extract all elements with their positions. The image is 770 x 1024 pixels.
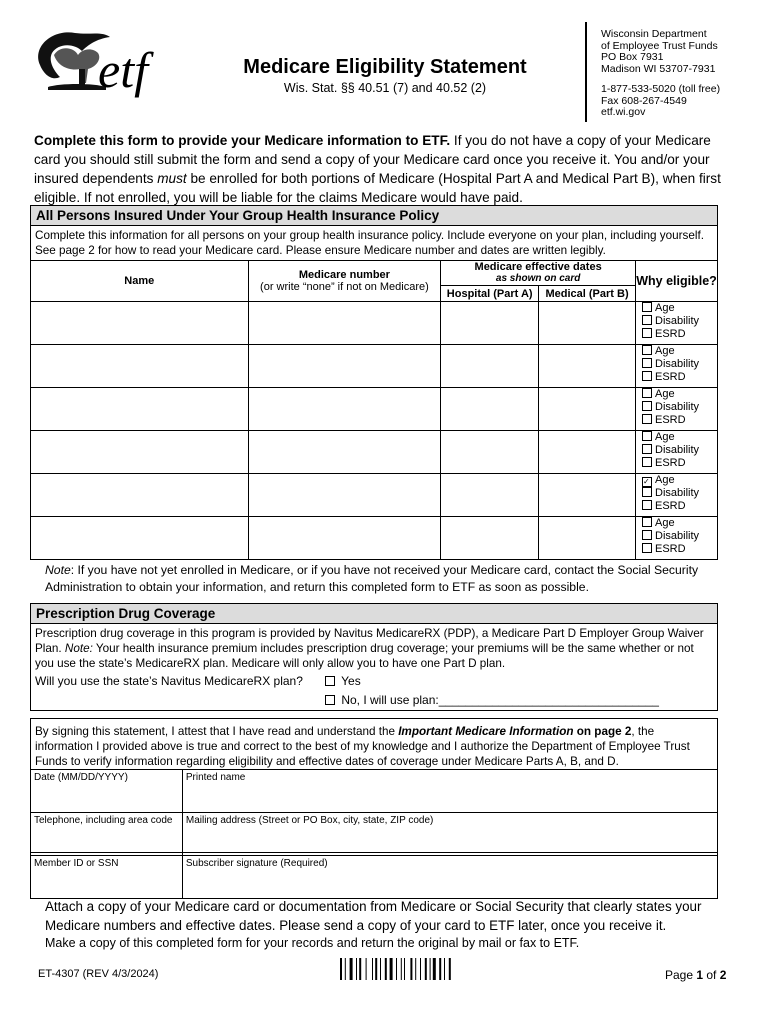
- intro-bold: Complete this form to provide your Medicare information to ETF.: [34, 133, 451, 148]
- col-header-part-b: Medical (Part B): [539, 286, 636, 302]
- option-label: Age: [655, 474, 675, 486]
- copy-instructions: Make a copy of this completed form for your records and return the original by mail or fax to ETF.: [45, 936, 580, 950]
- rx-question: Will you use the state’s Navitus MedicareRX plan?: [35, 674, 303, 688]
- persons-section-heading: All Persons Insured Under Your Group Health Insurance Policy: [30, 205, 718, 226]
- rx-desc-text: Your health insurance premium includes prescription drug coverage; your premiums will be the same whether or not you use the state’s MedicareRX plan. Medicare will only allow you to have one Part D plan.: [35, 642, 694, 670]
- eligibility-options: [636, 431, 718, 474]
- medicare-number-sublabel: (or write “none” if not on Medicare): [260, 281, 429, 293]
- page-number: [665, 968, 726, 982]
- name-cell[interactable]: [31, 517, 249, 560]
- part-a-date-cell[interactable]: [441, 474, 539, 517]
- disability-checkbox[interactable]: [642, 487, 652, 497]
- col-header-why-eligible: Why eligible?: [636, 261, 718, 302]
- website-link[interactable]: etf.wi.gov: [601, 106, 646, 118]
- attestation-text: [35, 724, 715, 769]
- department-address: [601, 29, 718, 75]
- mailing-address-field[interactable]: Mailing address (Street or PO Box, city, state, ZIP code): [182, 813, 717, 856]
- option-label: Disability: [655, 444, 700, 457]
- rx-yes-checkbox[interactable]: [325, 676, 335, 686]
- part-b-date-cell[interactable]: [539, 431, 636, 474]
- part-a-date-cell[interactable]: [441, 517, 539, 560]
- person-row: [31, 517, 718, 560]
- disability-checkbox[interactable]: [642, 444, 652, 454]
- phone-number: 1-877-533-5020 (toll free): [601, 83, 721, 95]
- etf-logo: [30, 25, 180, 103]
- intro-text: be enrolled for both portions of Medicare (Hospital Part A and Medical Part B), when first eligible. If not enrolled, you will be liable for the claims Medicare would have paid.: [34, 171, 721, 205]
- option-label: ESRD: [655, 457, 686, 470]
- subscriber-signature-field[interactable]: Subscriber signature (Required): [182, 856, 717, 899]
- important-info-link-text: Important Medicare Information: [398, 725, 574, 738]
- page-total: 2: [719, 968, 727, 982]
- intro-emphasis: must: [157, 171, 187, 186]
- age-checkbox[interactable]: [642, 517, 652, 527]
- part-b-date-cell[interactable]: [539, 517, 636, 560]
- page-of: of: [703, 968, 720, 982]
- note-text: : If you have not yet enrolled in Medicare, or if you have not received your Medicare card, contact the Social Security Administration to obtain your information, and return this completed form to ETF as soon as possible.: [45, 563, 699, 594]
- date-field[interactable]: Date (MM/DD/YYYY): [31, 770, 183, 813]
- col-header-medicare-number: [248, 261, 441, 302]
- eligibility-options: [636, 517, 718, 560]
- form-number: ET-4307 (REV 4/3/2024): [38, 968, 159, 980]
- part-b-date-cell[interactable]: [539, 302, 636, 345]
- rx-no-label: No, I will use plan:_________________________________: [341, 693, 659, 707]
- logo-text: etf: [98, 42, 148, 98]
- printed-name-field[interactable]: Printed name: [182, 770, 717, 813]
- esrd-checkbox[interactable]: [642, 543, 652, 553]
- telephone-field[interactable]: Telephone, including area code: [31, 813, 183, 856]
- address-line: PO Box 7931: [601, 51, 664, 63]
- medicare-number-cell[interactable]: [248, 474, 441, 517]
- attach-instructions: Attach a copy of your Medicare card or documentation from Medicare or Social Security that clearly states your Medicare numbers and effective dates. Please send a copy of your card to ETF later, once you receive it.: [45, 899, 702, 933]
- eligibility-options: [636, 474, 718, 517]
- effective-dates-sublabel: as shown on card: [495, 273, 581, 284]
- esrd-checkbox[interactable]: [642, 414, 652, 424]
- contact-info: [601, 84, 720, 119]
- part-b-date-cell[interactable]: [539, 474, 636, 517]
- attest-text-part: By signing this statement, I attest that I have read and understand the: [35, 725, 399, 738]
- rx-section-heading: Prescription Drug Coverage: [30, 603, 718, 624]
- medicare-number-cell[interactable]: [248, 388, 441, 431]
- option-label: Disability: [655, 315, 700, 328]
- esrd-checkbox[interactable]: [642, 328, 652, 338]
- persons-table: [30, 260, 718, 560]
- col-header-name: Name: [31, 261, 249, 302]
- page-prefix: Page: [665, 968, 697, 982]
- option-label: ESRD: [655, 500, 686, 513]
- rx-no-option[interactable]: [325, 693, 659, 707]
- age-checkbox[interactable]: [642, 345, 652, 355]
- fax-number: Fax 608-267-4549: [601, 94, 687, 107]
- esrd-checkbox[interactable]: [642, 500, 652, 510]
- address-line: of Employee Trust Funds: [601, 39, 718, 52]
- person-row: [31, 345, 718, 388]
- name-cell[interactable]: [31, 302, 249, 345]
- person-row: [31, 388, 718, 431]
- address-line: Madison WI 53707-7931: [601, 62, 716, 75]
- medicare-number-cell[interactable]: [248, 431, 441, 474]
- option-label: Disability: [655, 401, 700, 414]
- age-checkbox[interactable]: [642, 431, 652, 441]
- intro-paragraph: [34, 131, 734, 207]
- part-a-date-cell[interactable]: [441, 302, 539, 345]
- rx-yes-label: Yes: [341, 674, 361, 688]
- eligibility-options: [636, 345, 718, 388]
- age-checkbox[interactable]: [642, 477, 652, 487]
- disability-checkbox[interactable]: [642, 401, 652, 411]
- option-label: Age: [655, 517, 675, 529]
- name-cell[interactable]: [31, 388, 249, 431]
- medicare-number-cell[interactable]: [248, 345, 441, 388]
- option-label: ESRD: [655, 328, 686, 341]
- option-label: Disability: [655, 530, 700, 543]
- persons-description: Complete this information for all persons on your group health insurance policy. Include everyone on your plan, including yourself. See page 2 for how to read your Medicare card. Please ensure Medicare number and dates are written legibly.: [35, 229, 704, 257]
- esrd-checkbox[interactable]: [642, 371, 652, 381]
- part-a-date-cell[interactable]: [441, 388, 539, 431]
- member-id-field[interactable]: Member ID or SSN: [31, 856, 183, 899]
- rx-yes-option[interactable]: [325, 674, 361, 688]
- statute-reference: Wis. Stat. §§ 40.51 (7) and 40.52 (2): [283, 81, 487, 95]
- option-label: Age: [655, 302, 675, 314]
- name-cell[interactable]: [31, 345, 249, 388]
- enrollment-note: [45, 562, 735, 596]
- age-checkbox[interactable]: [642, 388, 652, 398]
- disability-checkbox[interactable]: [642, 358, 652, 368]
- page-current: 1: [696, 968, 704, 982]
- age-checkbox[interactable]: [642, 302, 652, 312]
- disability-checkbox[interactable]: [642, 530, 652, 540]
- name-cell[interactable]: [31, 431, 249, 474]
- part-a-date-cell[interactable]: [441, 345, 539, 388]
- option-label: Disability: [655, 487, 700, 500]
- note-label: Note: [45, 563, 71, 577]
- rx-note-label: Note:: [64, 642, 93, 655]
- person-row: [31, 431, 718, 474]
- page-title: Medicare Eligibility Statement: [243, 56, 527, 78]
- disability-checkbox[interactable]: [642, 315, 652, 325]
- signature-fields: [30, 769, 718, 899]
- person-row: [31, 302, 718, 345]
- address-line: Wisconsin Department: [601, 28, 707, 40]
- option-label: Age: [655, 345, 675, 357]
- eligibility-options: [636, 388, 718, 431]
- rx-no-checkbox[interactable]: [325, 695, 335, 705]
- header-divider: [585, 22, 587, 122]
- part-a-date-cell[interactable]: [441, 431, 539, 474]
- name-cell[interactable]: [31, 474, 249, 517]
- part-b-date-cell[interactable]: [539, 345, 636, 388]
- option-label: Age: [655, 388, 675, 400]
- option-label: Age: [655, 431, 675, 443]
- rx-description: [35, 626, 715, 671]
- esrd-checkbox[interactable]: [642, 457, 652, 467]
- option-label: ESRD: [655, 543, 686, 556]
- attest-text-part: , the information I provided above is true and correct to the best of my knowledge and I authorize the Department of Employee Trust Funds to verify information regarding eligibility and effective dates of coverage under Medicare Parts A, B, and D.: [35, 725, 690, 768]
- col-header-part-a: Hospital (Part A): [441, 286, 539, 302]
- part-b-date-cell[interactable]: [539, 388, 636, 431]
- option-label: ESRD: [655, 414, 686, 427]
- eligibility-options: [636, 302, 718, 345]
- col-header-effective-dates: [441, 261, 636, 286]
- medicare-number-cell[interactable]: [248, 302, 441, 345]
- barcode: [340, 958, 492, 986]
- rx-desc-text: Prescription drug coverage in this program is provided by Navitus MedicareRX (PDP), a Medicare Part D Employer Group Waiver Plan.: [35, 627, 704, 655]
- option-label: Disability: [655, 358, 700, 371]
- medicare-number-label: Medicare number: [298, 269, 390, 281]
- person-row: [31, 474, 718, 517]
- medicare-number-cell[interactable]: [248, 517, 441, 560]
- effective-dates-label: Medicare effective dates: [474, 261, 602, 273]
- intro-text: If you do not have a copy of your Medicare card you should still submit the form and send a copy of your Medicare card once you receive it. You and/or your insured dependents: [34, 133, 711, 186]
- option-label: ESRD: [655, 371, 686, 384]
- attest-page-ref: on page 2: [573, 725, 632, 738]
